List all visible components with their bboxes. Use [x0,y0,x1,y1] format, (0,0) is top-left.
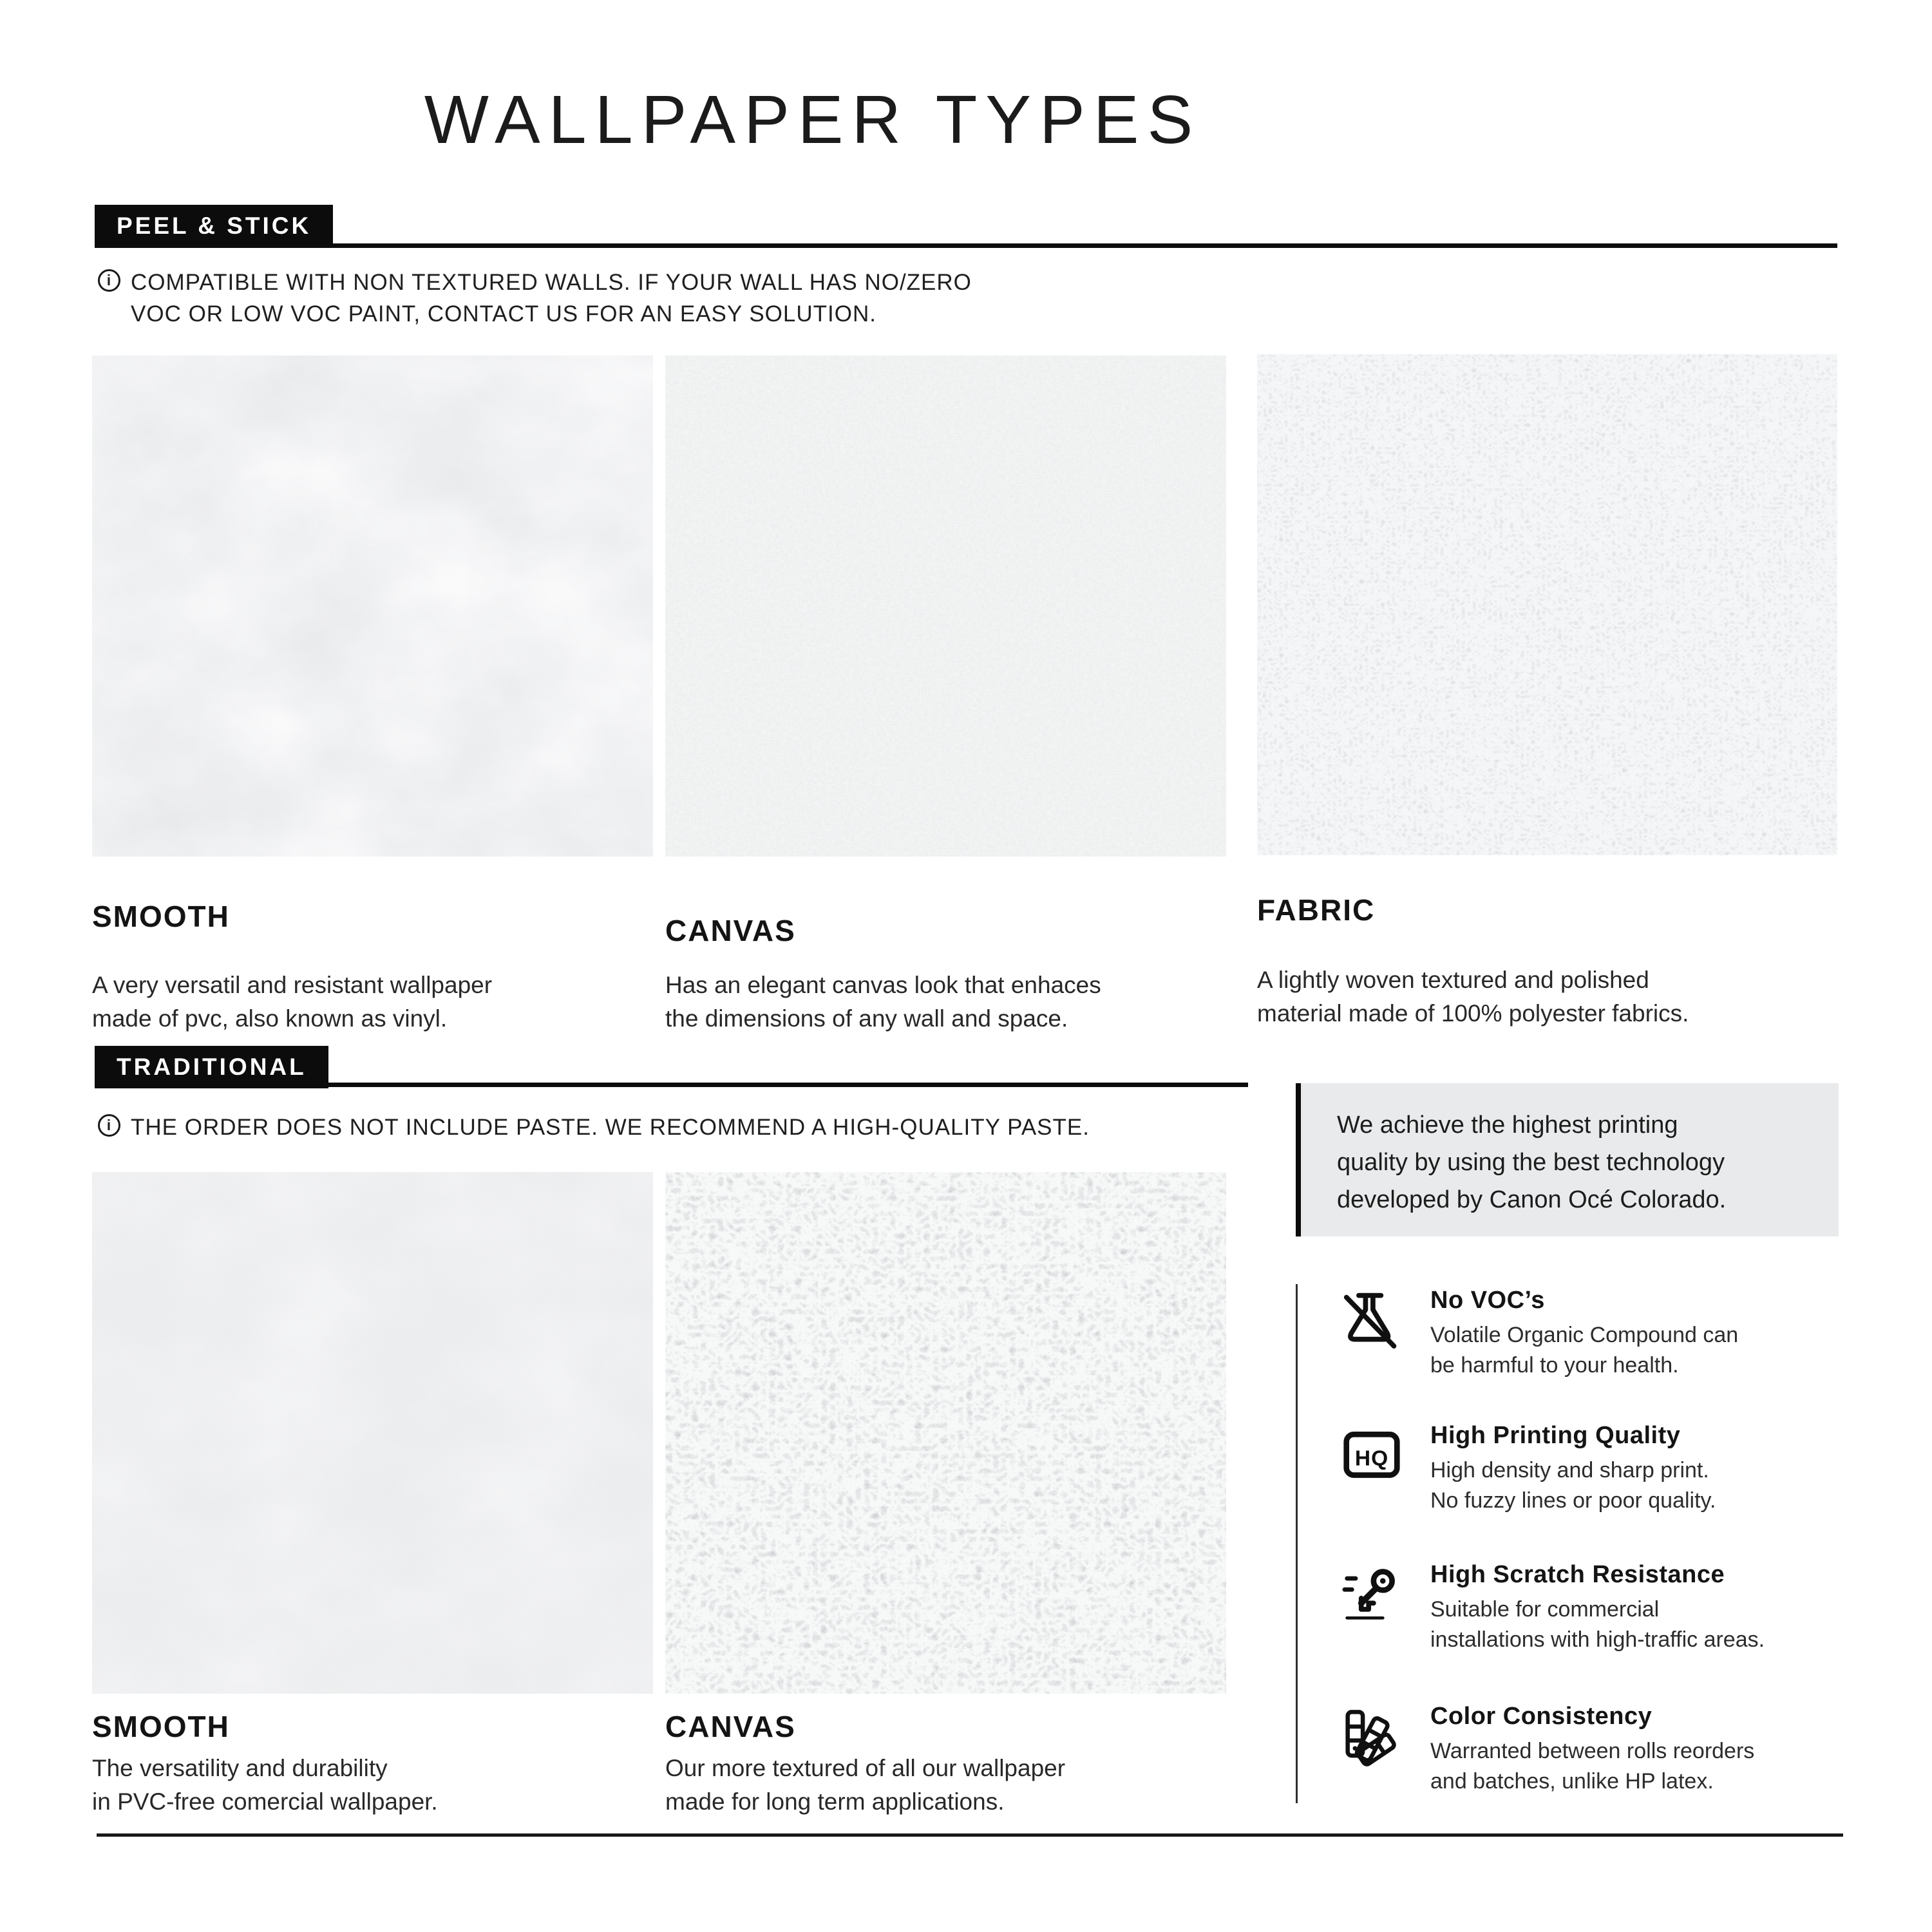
traditional-canvas-texture-swatch [665,1172,1226,1694]
feature-line: Suitable for commercial [1430,1597,1660,1622]
swatch-desc-line: A lightly woven textured and polished [1257,967,1649,993]
feature-color-consistency [1342,1705,1754,1797]
swatch-desc-line: A very versatil and resistant wallpaper [92,972,493,998]
smooth-vinyl-texture [92,355,653,857]
peel-canvas-column [665,355,1226,1036]
swatch-desc-line: material made of 100% polyester fabrics. [1257,1000,1689,1027]
page-title: WALLPAPER TYPES [424,82,1202,158]
swatch-desc-line: Our more textured of all our wallpaper [665,1755,1066,1781]
scratch-key-icon [1342,1564,1401,1623]
smooth-matte-texture [92,1172,653,1694]
swatch-label: CANVAS [665,1710,796,1743]
feature-line: Volatile Organic Compound can [1430,1323,1739,1347]
swatch-desc-line: made for long term applications. [665,1788,1005,1815]
swatch-desc-line: Has an elegant canvas look that enhaces [665,972,1101,998]
peel-canvas-texture-swatch [665,355,1226,857]
fine-canvas-texture [665,355,1226,857]
note-line: COMPATIBLE WITH NON TEXTURED WALLS. IF YOUR WALL HAS NO/ZERO [131,270,972,295]
traditional-smooth-texture-swatch [92,1172,653,1694]
bottom-divider [97,1833,1843,1837]
color-fan-icon [1342,1705,1401,1765]
feature-line: No fuzzy lines or poor quality. [1430,1488,1716,1513]
traditional-smooth-column [92,1172,653,1819]
feature-line: Warranted between rolls reorders [1430,1739,1755,1763]
peel-fabric-column [1257,354,1837,1030]
panel-line: We achieve the highest printing [1337,1112,1678,1139]
note-line: VOC OR LOW VOC PAINT, CONTACT US FOR AN EASY SOLUTION. [131,301,876,327]
swatch-label: SMOOTH [92,1710,230,1743]
hq-badge-icon [1342,1425,1401,1484]
peel-smooth-texture-swatch [92,355,653,857]
print-quality-panel [1296,1083,1839,1236]
feature-line: High density and sharp print. [1430,1458,1709,1482]
peel-stick-section-divider [95,243,1837,248]
swatch-desc-line: The versatility and durability [92,1755,388,1781]
svg-text:HQ: HQ [1354,1446,1389,1471]
coarse-canvas-texture [665,1172,1226,1694]
feature-no-voc [1342,1289,1738,1381]
traditional-badge: TRADITIONAL [95,1046,328,1088]
peel-stick-badge: PEEL & STICK [95,205,333,247]
peel-fabric-texture-swatch [1257,354,1837,855]
swatch-desc-line: made of pvc, also known as vinyl. [92,1005,448,1032]
panel-line: quality by using the best technology [1337,1149,1725,1176]
feature-high-printing-quality [1342,1422,1716,1516]
swatch-label: SMOOTH [92,900,230,933]
feature-line: be harmful to your health. [1430,1353,1679,1378]
info-icon: i [98,269,120,292]
feature-title: No VOC’s [1430,1287,1545,1314]
feature-title: High Printing Quality [1430,1422,1681,1449]
feature-list [1296,1284,1852,1803]
swatch-label: FABRIC [1257,893,1376,927]
swatch-desc-line: in PVC-free comercial wallpaper. [92,1788,438,1815]
feature-line: and batches, unlike HP latex. [1430,1769,1714,1794]
swatch-desc-line: the dimensions of any wall and space. [665,1005,1068,1032]
panel-line: developed by Canon Océ Colorado. [1337,1186,1727,1213]
no-voc-flask-icon [1342,1289,1401,1349]
feature-high-scratch-resistance [1342,1561,1765,1655]
feature-line: installations with high-traffic areas. [1430,1627,1765,1652]
traditional-canvas-column [665,1172,1226,1819]
peel-stick-note [98,267,972,330]
info-icon: i [98,1114,120,1137]
feature-title: Color Consistency [1430,1703,1653,1730]
woven-fabric-texture [1257,354,1837,855]
traditional-note [98,1112,1090,1143]
note-line: THE ORDER DOES NOT INCLUDE PASTE. WE RECOMMEND A HIGH-QUALITY PASTE. [131,1115,1090,1140]
peel-smooth-column [92,355,653,1036]
feature-title: High Scratch Resistance [1430,1561,1725,1588]
swatch-label: CANVAS [665,914,796,947]
